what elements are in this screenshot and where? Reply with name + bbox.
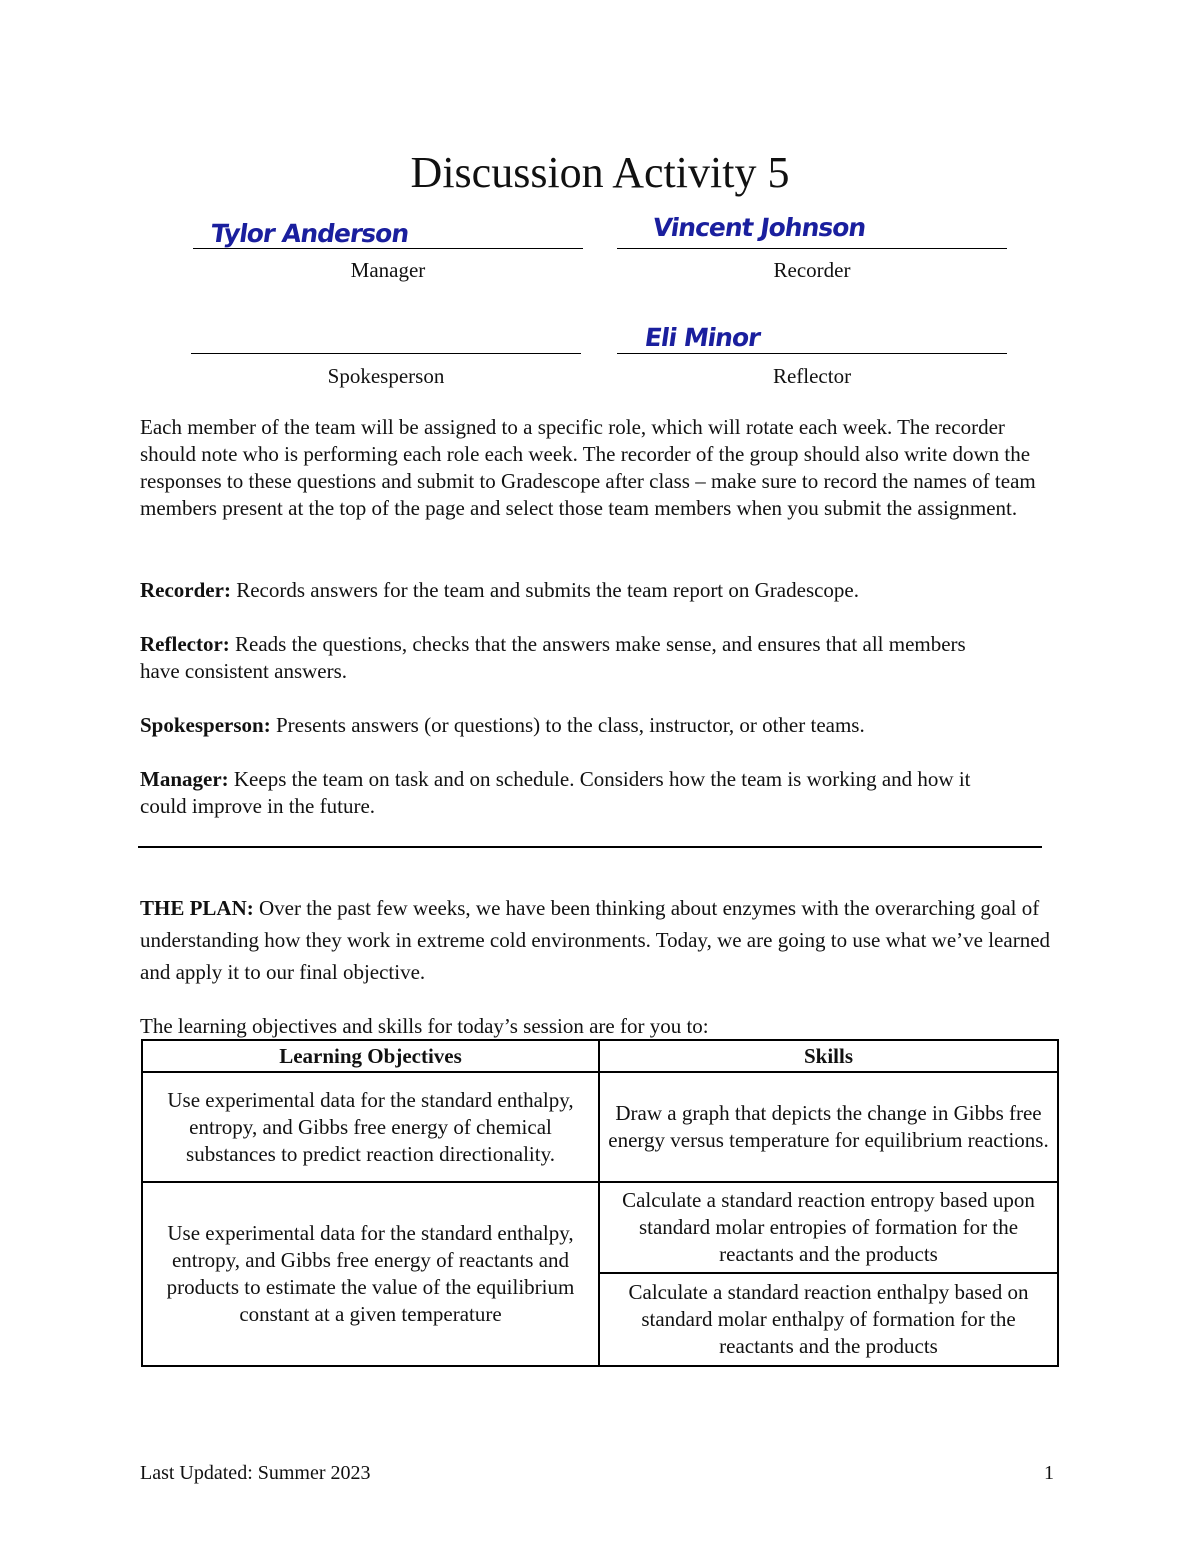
manager-signature-line: [193, 248, 583, 249]
footer-last-updated: Last Updated: Summer 2023: [140, 1462, 371, 1484]
role-description-recorder: [140, 577, 1050, 604]
role-text: Presents answers (or questions) to the class, instructor, or other teams.: [270, 713, 865, 737]
skill-cell: Calculate a standard reaction enthalpy based on standard molar enthalpy of formation for the reactants and the products: [599, 1273, 1058, 1366]
objective-cell: Use experimental data for the standard enthalpy, entropy, and Gibbs free energy of reactants and products to estimate the value of the equilibrium constant at a given temperature: [142, 1182, 599, 1366]
section-divider: [138, 846, 1042, 848]
manager-role-label: Manager: [350, 258, 426, 282]
spokesperson-role-label: Spokesperson: [327, 364, 445, 388]
skill-cell: Calculate a standard reaction entropy based upon standard molar entropies of formation for the reactants and the products: [599, 1182, 1058, 1273]
reflector-signature-block: [617, 306, 1007, 396]
role-term: Recorder:: [140, 578, 231, 602]
page-title: Discussion Activity 5: [410, 148, 790, 197]
recorder-signature: Vincent Johnson: [650, 213, 868, 242]
reflector-signature-line: [617, 353, 1007, 354]
header-skills: Skills: [599, 1040, 1058, 1072]
reflector-role-label: Reflector: [772, 364, 852, 388]
recorder-signature-line: [617, 248, 1007, 249]
role-description-manager: [140, 766, 1020, 820]
table-header-row: [142, 1040, 1058, 1072]
spokesperson-signature-block: [191, 306, 581, 396]
reflector-signature: Eli Minor: [642, 323, 762, 352]
plan-text: Over the past few weeks, we have been thinking about enzymes with the overarching goal of understanding how they work in extreme cold environments. Today, we are going to use what we’ve learned and apply it to our final objective.: [140, 896, 1051, 984]
skill-cell: Draw a graph that depicts the change in Gibbs free energy versus temperature for equilibrium reactions.: [599, 1072, 1058, 1182]
plan-paragraph: [140, 892, 1070, 988]
plan-label: THE PLAN:: [140, 896, 254, 920]
role-term: Manager:: [140, 767, 229, 791]
recorder-signature-block: [617, 200, 1007, 290]
table-row: [142, 1182, 1058, 1273]
role-term: Reflector:: [140, 632, 230, 656]
role-term: Spokesperson:: [140, 713, 271, 737]
recorder-role-label: Recorder: [773, 258, 851, 282]
role-text: Keeps the team on task and on schedule. Considers how the team is working and how it could improve in the future.: [140, 767, 971, 818]
objective-cell: Use experimental data for the standard enthalpy, entropy, and Gibbs free energy of chemical substances to predict reaction directionality.: [142, 1072, 599, 1182]
role-description-reflector: [140, 631, 1000, 685]
role-text: Records answers for the team and submits the team report on Gradescope.: [230, 578, 860, 602]
objectives-intro: The learning objectives and skills for today’s session are for you to:: [140, 1014, 709, 1038]
table-row: [142, 1072, 1058, 1182]
role-description-spokesperson: [140, 712, 1050, 739]
objectives-table: [141, 1039, 1059, 1367]
header-learning-objectives: Learning Objectives: [142, 1040, 599, 1072]
role-text: Reads the questions, checks that the answers make sense, and ensures that all members have consistent answers.: [140, 632, 966, 683]
manager-signature-block: [193, 200, 583, 290]
manager-signature: Tylor Anderson: [208, 219, 411, 248]
instructions-paragraph: Each member of the team will be assigned to a specific role, which will rotate each week. The recorder should note who is performing each role each week. The recorder of the group should also write down the responses to these questions and submit to Gradescope after class – make sure to record the names of team members present at the top of the page and select those team members when you submit the assignment.: [140, 415, 1036, 520]
spokesperson-signature-line: [191, 353, 581, 354]
footer-page-number: 1: [1044, 1462, 1054, 1484]
